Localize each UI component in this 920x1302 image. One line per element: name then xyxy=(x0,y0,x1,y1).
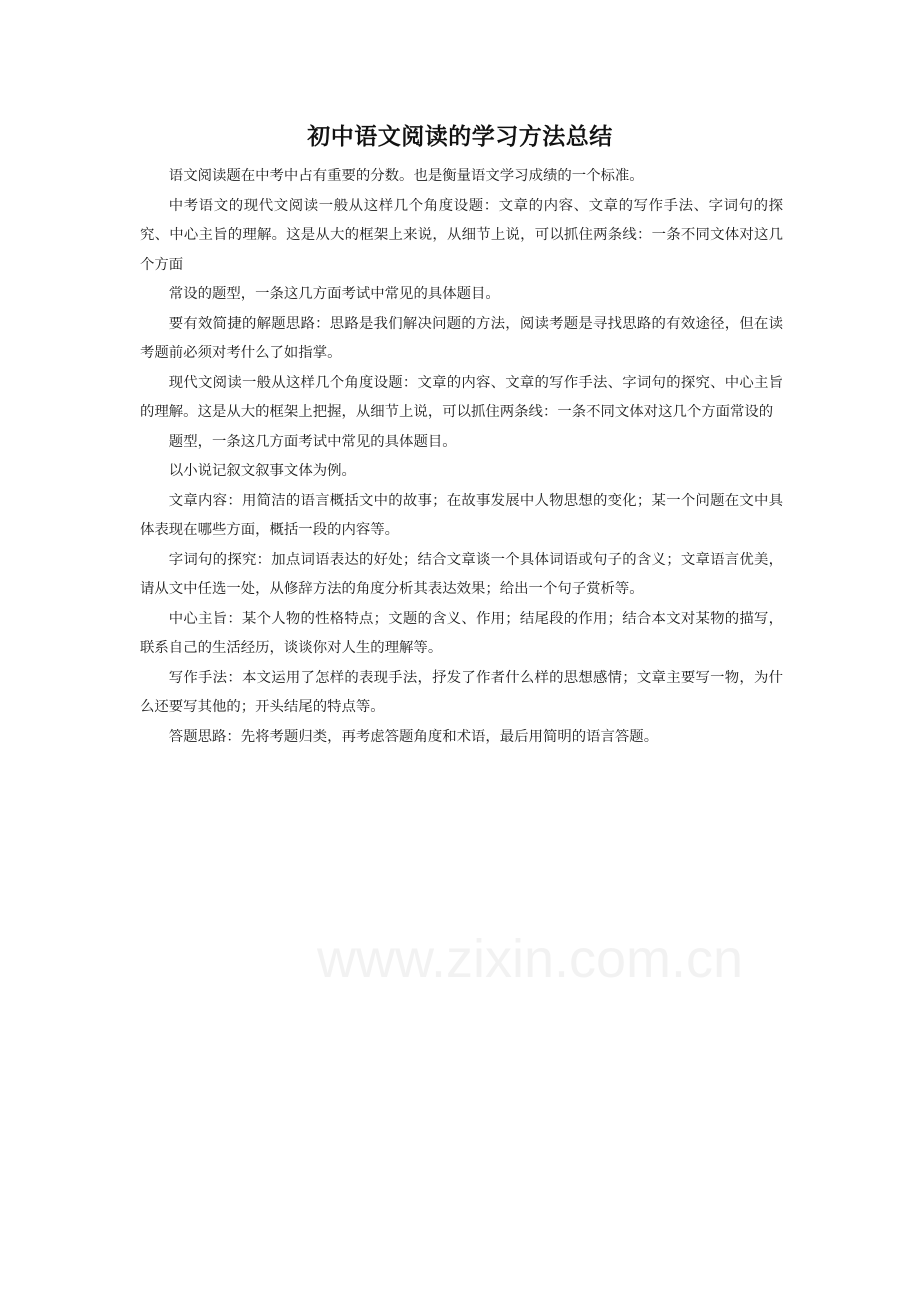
paragraph-7: 以小说记叙文叙事文体为例。 xyxy=(168,463,356,479)
paragraph-2: 中考语文的现代文阅读一般从这样几个角度设题：文章的内容、文章的写作手法、字词句的探究、中心主旨的理解。这是从大的框架上来说，从细节上说，可以抓住两条线：一条不同文体对这几个方面 xyxy=(140,197,783,273)
paragraph-12: 答题思路：先将考题归类，再考虑答题角度和术语，最后用简明的语言答题。 xyxy=(168,728,659,745)
document-body xyxy=(140,162,783,752)
document-title: 初中语文阅读的学习方法总结 xyxy=(307,123,613,150)
paragraph-8: 文章内容：用简洁的语言概括文中的故事；在故事发展中人物思想的变化；某一个问题在文中具体表现在哪些方面，概括一段的内容等。 xyxy=(140,492,783,538)
paragraph-4: 要有效简捷的解题思路：思路是我们解决问题的方法，阅读考题是寻找思路的有效途径，但在读考题前必须对考什么了如指掌。 xyxy=(140,315,783,361)
watermark-graphic xyxy=(250,925,810,995)
paragraph-11: 写作手法：本文运用了怎样的表现手法，抒发了作者什么样的思想感情；文章主要写一物，为什么还要写其他的；开头结尾的特点等。 xyxy=(140,669,783,715)
paragraph-5: 现代文阅读一般从这样几个角度设题：文章的内容、文章的写作手法、字词句的探究、中心主旨的理解。这是从大的框架上把握，从细节上说，可以抓住两条线：一条不同文体对这几个方面常设的 xyxy=(140,374,783,420)
paragraph-3: 常设的题型，一条这几方面考试中常见的具体题目。 xyxy=(168,286,500,302)
watermark-text: www.zixin.com.cn xyxy=(316,929,744,989)
paragraph-9: 字词句的探究：加点词语表达的好处；结合文章谈一个具体词语或句子的含义；文章语言优美，请从文中任选一处，从修辞方法的角度分析其表达效果；给出一个句子赏析等。 xyxy=(140,551,783,597)
paragraph-10: 中心主旨：某个人物的性格特点；文题的含义、作用；结尾段的作用；结合本文对某物的描写，联系自己的生活经历，谈谈你对人生的理解等。 xyxy=(140,610,783,656)
paragraph-6: 题型，一条这几方面考试中常见的具体题目。 xyxy=(168,433,457,450)
paragraph-1: 语文阅读题在中考中占有重要的分数。也是衡量语文学习成绩的一个标准。 xyxy=(168,168,644,184)
watermark xyxy=(250,925,810,995)
